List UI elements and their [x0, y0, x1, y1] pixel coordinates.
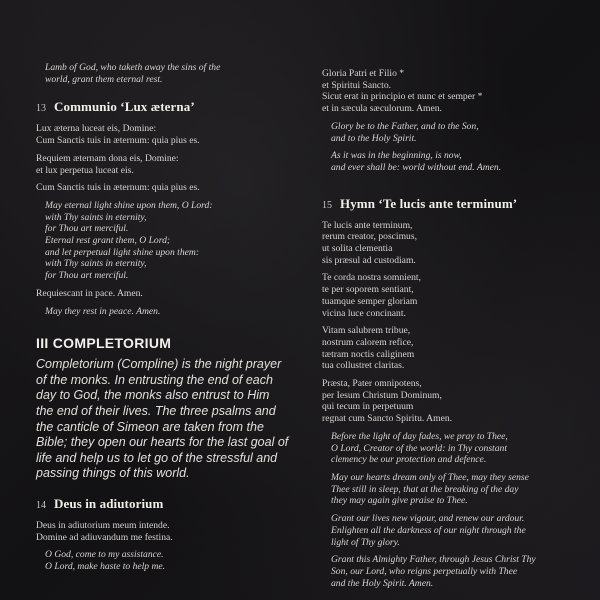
text-line: world, grant them eternal rest.: [45, 73, 163, 85]
text-line: and the Holy Spirit. Amen.: [331, 577, 434, 589]
text-line: Lux æterna luceat eis, Domine:: [36, 123, 157, 135]
communio-english: [36, 200, 282, 282]
text-line: et Spiritui Sancto.: [322, 79, 392, 91]
section-title: III COMPLETORIUM: [36, 335, 172, 352]
text-line: May they rest in peace. Amen.: [45, 305, 161, 317]
text-line: qui tecum in perpetuum: [322, 401, 414, 413]
text-line: the end of their lives. The three psalms and: [36, 404, 276, 419]
text-line: sis præsul ad custodiam.: [322, 254, 416, 266]
text-line: May our hearts dream only of Thee, may they sense: [331, 471, 529, 483]
text-line: tætram noctis caliginem: [322, 348, 415, 360]
text-line: As it was in the beginning, is now,: [331, 150, 462, 162]
text-line: with Thy saints in eternity,: [45, 211, 147, 223]
text-line: et in sæcula sæculorum. Amen.: [322, 103, 442, 115]
text-line: light of Thy glory.: [331, 536, 400, 548]
gloria-latin: [322, 68, 568, 115]
text-line: Son, our Lord, who reigns perpetually with Thee: [331, 565, 518, 577]
hymn-latin-1: [322, 220, 568, 267]
text-line: of the monks. In entrusting the end of each: [36, 372, 273, 387]
text-line: for Thou art merciful.: [45, 270, 129, 282]
text-line: regnat cum Sancto Spiritu. Amen.: [322, 413, 453, 425]
communio-latin-2: [36, 153, 282, 176]
gloria-english-1: [322, 121, 568, 144]
text-line: life and help us to let go of the stressful and: [36, 450, 278, 465]
text-line: Enlighten all the darkness of our night through the: [331, 524, 526, 536]
text-line: and ever shall be: world without end. Amen.: [331, 161, 502, 173]
text-line: Deus in adiutorium meum intende.: [36, 520, 170, 531]
track-number: 13: [36, 103, 46, 115]
text-line: per Iesum Christum Dominum,: [322, 389, 442, 401]
track-title: Communio ‘Lux æterna’: [54, 99, 195, 115]
text-line: O God, come to my assistance.: [45, 549, 164, 561]
text-line: Eternal rest grant them, O Lord;: [45, 235, 171, 247]
track-number: 15: [322, 199, 332, 211]
text-line: and to the Holy Spirit.: [331, 132, 417, 144]
text-line: tua collustret claritas.: [322, 360, 405, 372]
requiescant-latin: [36, 288, 282, 300]
hymn-english-2: [322, 472, 568, 507]
text-line: O Lord, make haste to help me.: [45, 561, 166, 573]
text-line: Bible; they open our hearts for the last goal of: [36, 435, 289, 450]
gloria-english-2: [322, 150, 568, 173]
text-line: ut solita clementia: [322, 243, 393, 255]
text-line: Requiescant in pace. Amen.: [36, 287, 143, 299]
text-line: Cum Sanctis tuis in æternum: quia pius es.: [36, 182, 200, 194]
text-line: vicina luce concinant.: [322, 307, 406, 319]
communio-latin-1: [36, 123, 282, 146]
text-line: O Lord, Creator of the world: in Thy constant: [331, 442, 507, 454]
text-line: rerum creator, poscimus,: [322, 231, 417, 243]
text-line: nostrum calorem refice,: [322, 336, 414, 348]
right-column: [322, 68, 568, 595]
text-line: Thee still in sleep, that at the breaking of the day: [331, 483, 519, 495]
text-line: Vitam salubrem tribue,: [322, 325, 411, 337]
text-line: May eternal light shine upon them, O Lord:: [45, 199, 213, 211]
text-line: Grant this Almighty Father, through Jesus Christ Thy: [331, 554, 536, 566]
text-line: Gloria Patri et Filio *: [322, 68, 405, 79]
text-line: Before the light of day fades, we pray to Thee,: [331, 430, 508, 442]
hymn-english-4: [322, 554, 568, 589]
requiescant-english: [36, 306, 282, 318]
hymn-latin-4: [322, 378, 568, 425]
text-line: they may again give praise to Thee.: [331, 495, 468, 507]
text-line: et lux perpetua luceat eis.: [36, 164, 134, 176]
left-column: [36, 62, 289, 579]
track-number: 14: [36, 500, 46, 511]
communio-heading: [36, 99, 282, 115]
lamb-of-god-text: [36, 62, 282, 85]
deus-english: [36, 549, 282, 572]
hymn-latin-2: [322, 272, 568, 319]
text-line: Grant our lives new vigour, and renew our ardour.: [331, 513, 525, 525]
text-line: day to God, the monks also entrust to Him: [36, 388, 270, 403]
text-line: Præsta, Pater omnipotens,: [322, 378, 422, 390]
text-line: Te corda nostra somnient,: [322, 272, 421, 284]
track-title: Deus in adiutorium: [54, 496, 164, 511]
hymn-english-1: [322, 431, 568, 466]
text-line: and let perpetual light shine upon them:: [45, 246, 200, 258]
text-line: clemency be our protection and defence.: [331, 454, 487, 466]
text-line: Glory be to the Father, and to the Son,: [331, 120, 479, 132]
text-line: Te lucis ante terminum,: [322, 219, 413, 231]
text-line: Completorium (Compline) is the night prayer: [36, 357, 282, 372]
text-line: passing things of this world.: [36, 466, 190, 481]
completorium-intro: [36, 357, 289, 482]
deus-heading: [36, 496, 282, 512]
hymn-latin-3: [322, 325, 568, 372]
text-line: Domine ad adiuvandum me festina.: [36, 531, 173, 543]
text-line: tuamque semper gloriam: [322, 295, 418, 307]
communio-latin-3: [36, 182, 282, 194]
text-line: Sicut erat in principio et nunc et semper *: [322, 91, 483, 103]
hymn-heading: [322, 196, 568, 212]
text-line: Requiem æternam dona eis, Domine:: [36, 152, 179, 164]
text-line: Lamb of God, who taketh away the sins of the: [45, 62, 221, 73]
text-line: the canticle of Simeon are taken from the: [36, 419, 264, 434]
text-line: for Thou art merciful.: [45, 223, 129, 235]
text-line: te per soporem sentiant,: [322, 284, 414, 296]
deus-latin: [36, 520, 282, 543]
track-title: Hymn ‘Te lucis ante terminum’: [340, 195, 518, 211]
text-line: with Thy saints in eternity,: [45, 258, 147, 270]
text-line: Cum Sanctis tuis in æternum: quia pius es.: [36, 135, 200, 147]
hymn-english-3: [322, 513, 568, 548]
